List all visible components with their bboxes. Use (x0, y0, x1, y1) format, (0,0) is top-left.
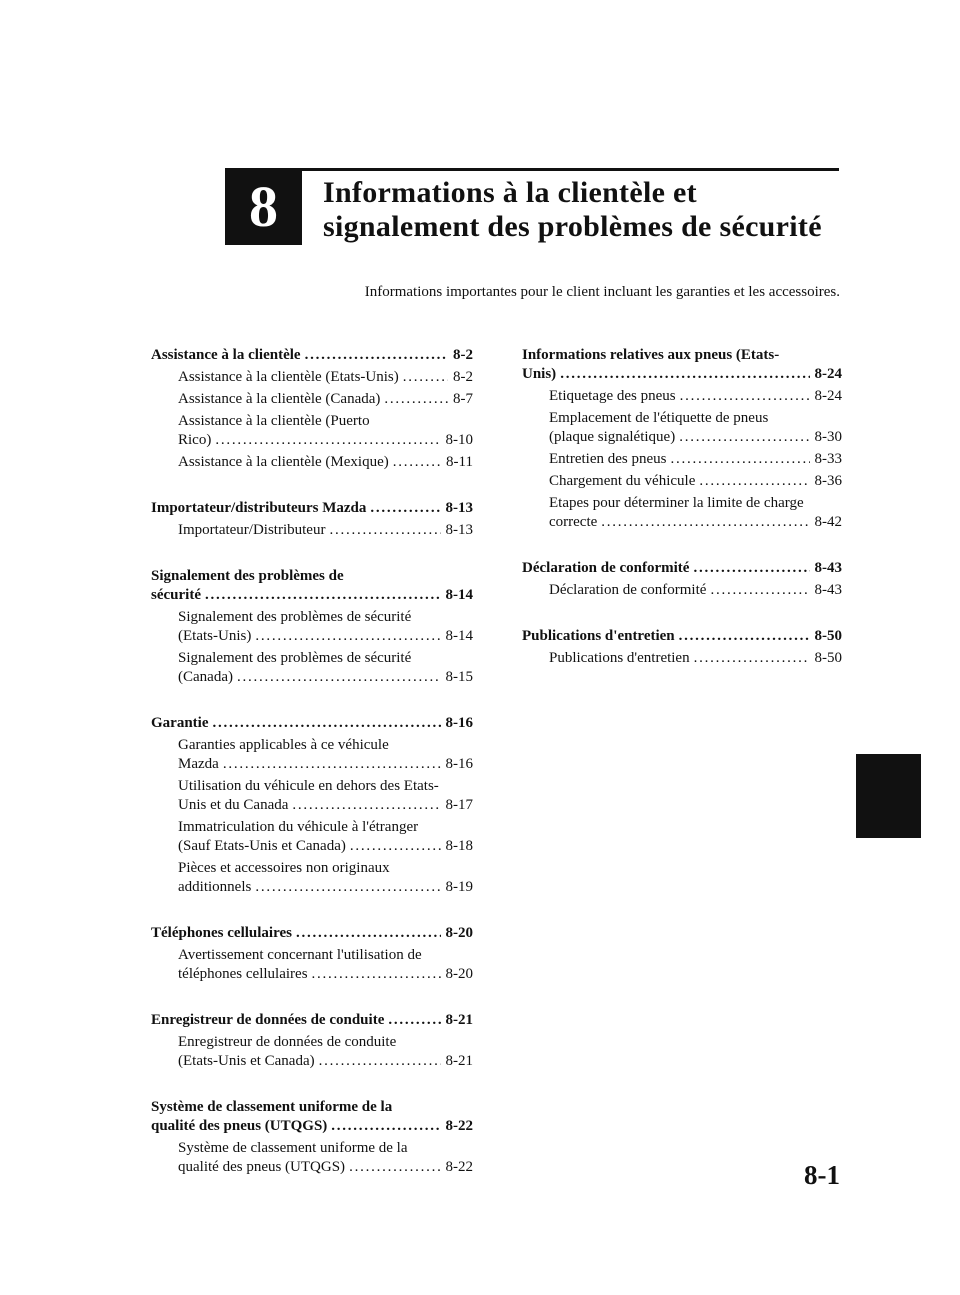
toc-item-page: 8-33 (814, 451, 842, 467)
toc-item-title: (Etats-Unis) (178, 628, 252, 644)
toc-item[interactable] (151, 649, 473, 687)
toc-item-page: 8-13 (445, 522, 473, 538)
toc-item-title-line: Garanties applicables à ce véhicule (178, 737, 389, 753)
dot-leader (680, 387, 810, 406)
toc-section-title: Déclaration de conformité (522, 560, 690, 576)
toc-item[interactable] (522, 494, 842, 532)
toc-section-entry[interactable] (151, 499, 473, 518)
toc-section-page: 8-2 (453, 347, 473, 363)
toc-item-page: 8-21 (445, 1053, 473, 1069)
dot-leader (329, 521, 440, 540)
toc-item-page: 8-22 (445, 1159, 473, 1175)
toc-section (151, 714, 473, 897)
toc-item-title-line: Système de classement uniforme de la (178, 1140, 408, 1156)
dot-leader (403, 368, 448, 387)
toc-item-page: 8-18 (445, 838, 473, 854)
toc-item-line (549, 649, 842, 668)
dot-leader (393, 453, 441, 472)
toc-section-title: Importateur/distributeurs Mazda (151, 500, 367, 516)
chapter-title-line-2: signalement des problèmes de sécurité (323, 210, 822, 243)
toc-item-title: Assistance à la clientèle (Etats-Unis) (178, 369, 399, 385)
toc-section-entry[interactable] (522, 627, 842, 646)
toc-item[interactable] (151, 368, 473, 387)
toc-section-page: 8-14 (445, 587, 473, 603)
toc-section-page: 8-24 (814, 366, 842, 382)
dot-leader (370, 499, 440, 518)
toc-item-title: additionnels (178, 879, 252, 895)
toc-item-page: 8-19 (445, 879, 473, 895)
toc-section-line (522, 559, 842, 578)
toc-section (522, 346, 842, 532)
toc-item[interactable] (151, 859, 473, 897)
toc-section-title: sécurité (151, 587, 201, 603)
toc-item[interactable] (151, 453, 473, 472)
toc-item-title: Importateur/Distributeur (178, 522, 326, 538)
toc-section-entry[interactable] (151, 1011, 473, 1030)
dot-leader (305, 346, 448, 365)
toc-section-line (151, 586, 473, 605)
dot-leader (699, 472, 809, 491)
chapter-title-line-1: Informations à la clientèle et (323, 176, 697, 209)
toc-item-title: Assistance à la clientèle (Canada) (178, 391, 381, 407)
toc-section-title: Publications d'entretien (522, 628, 675, 644)
toc-item-line (178, 390, 473, 409)
toc-section (522, 559, 842, 600)
toc-item[interactable] (522, 649, 842, 668)
toc-section-title-line: Informations relatives aux pneus (Etats- (522, 347, 780, 363)
toc-section-entry[interactable] (151, 346, 473, 365)
chapter-tab-marker (856, 754, 921, 838)
toc-section-line (151, 1117, 473, 1136)
toc-item-title: (Canada) (178, 669, 233, 685)
toc-item[interactable] (522, 472, 842, 491)
toc-item-title: Etiquetage des pneus (549, 388, 676, 404)
toc-item[interactable] (522, 581, 842, 600)
toc-section (151, 1098, 473, 1177)
toc-item-page: 8-17 (445, 797, 473, 813)
toc-item-title: Rico) (178, 432, 212, 448)
chapter-number-box (225, 168, 302, 245)
toc-item-page: 8-43 (814, 582, 842, 598)
dot-leader (560, 365, 809, 384)
toc-item-line (178, 878, 473, 897)
toc-item-title: Entretien des pneus (549, 451, 667, 467)
toc-section-title: Unis) (522, 366, 557, 382)
toc-section-line (151, 714, 473, 733)
toc-item[interactable] (151, 1139, 473, 1177)
toc-item-line (549, 513, 842, 532)
page-number: 8-1 (804, 1160, 840, 1190)
toc-item[interactable] (151, 818, 473, 856)
toc-item-line (178, 796, 473, 815)
toc-section-line (151, 1011, 473, 1030)
toc-item-page: 8-2 (453, 369, 473, 385)
toc-item-title-line: Avertissement concernant l'utilisation de (178, 947, 422, 963)
toc-section-line (151, 499, 473, 518)
toc-section-title: qualité des pneus (UTQGS) (151, 1118, 328, 1134)
toc-item-line (178, 965, 473, 984)
dot-leader (237, 668, 441, 687)
toc-section (151, 924, 473, 984)
toc-section-page: 8-20 (445, 925, 473, 941)
dot-leader (679, 428, 809, 447)
dot-leader (292, 796, 440, 815)
dot-leader (384, 390, 448, 409)
toc-item[interactable] (151, 1033, 473, 1071)
dot-leader (296, 924, 441, 943)
toc-item-title: Assistance à la clientèle (Mexique) (178, 454, 389, 470)
dot-leader (223, 755, 441, 774)
toc-section-title: Garantie (151, 715, 209, 731)
dot-leader (349, 1158, 440, 1177)
toc-right-column (522, 346, 842, 695)
dot-leader (312, 965, 441, 984)
dot-leader (255, 627, 440, 646)
toc-section-entry[interactable] (151, 714, 473, 733)
toc-item-line (178, 1158, 473, 1177)
toc-item-line (549, 387, 842, 406)
chapter-subtitle: Informations importantes pour le client incluant les garanties et les accessoires. (364, 284, 840, 300)
toc-section-title-line: Signalement des problèmes de (151, 568, 344, 584)
toc-item-page: 8-24 (814, 388, 842, 404)
toc-item-title-line: Pièces et accessoires non originaux (178, 860, 390, 876)
toc-section-page: 8-13 (445, 500, 473, 516)
toc-item-title: Unis et du Canada (178, 797, 289, 813)
toc-item-page: 8-7 (453, 391, 473, 407)
toc-item-page: 8-10 (445, 432, 473, 448)
toc-item-line (549, 472, 842, 491)
toc-item-title-line: Immatriculation du véhicule à l'étranger (178, 819, 419, 835)
toc-section-line (522, 365, 842, 384)
toc-item-line (178, 1052, 473, 1071)
toc-item-page: 8-42 (814, 514, 842, 530)
toc-item-title: correcte (549, 514, 598, 530)
toc-item-title-line: Etapes pour déterminer la limite de charge (549, 495, 804, 511)
toc-item-line (178, 668, 473, 687)
toc-item-title-line: Emplacement de l'étiquette de pneus (549, 410, 769, 426)
toc-section (151, 567, 473, 687)
toc-item[interactable] (151, 777, 473, 815)
dot-leader (670, 450, 809, 469)
toc-item-title: (Etats-Unis et Canada) (178, 1053, 315, 1069)
toc-section-page: 8-43 (814, 560, 842, 576)
dot-leader (710, 581, 809, 600)
dot-leader (205, 586, 441, 605)
toc-item[interactable] (522, 409, 842, 447)
dot-leader (388, 1011, 440, 1030)
toc-item-line (178, 431, 473, 450)
toc-item[interactable] (151, 412, 473, 450)
toc-section-page: 8-21 (445, 1012, 473, 1028)
toc-item-page: 8-30 (814, 429, 842, 445)
toc-section-entry[interactable] (522, 346, 842, 384)
toc-item[interactable] (151, 521, 473, 540)
toc-item-line (178, 453, 473, 472)
toc-item-line (549, 450, 842, 469)
toc-item-title: qualité des pneus (UTQGS) (178, 1159, 346, 1175)
toc-section-title-line: Système de classement uniforme de la (151, 1099, 393, 1115)
dot-leader (679, 627, 810, 646)
toc-section-entry[interactable] (151, 567, 473, 605)
toc-section-entry[interactable] (151, 1098, 473, 1136)
toc-left-column (151, 346, 473, 1204)
toc-item-page: 8-11 (446, 454, 473, 470)
dot-leader (213, 714, 441, 733)
toc-item[interactable] (522, 387, 842, 406)
dot-leader (601, 513, 809, 532)
toc-item-line (178, 627, 473, 646)
dot-leader (215, 431, 440, 450)
toc-section-title: Assistance à la clientèle (151, 347, 301, 363)
toc-item[interactable] (522, 450, 842, 469)
toc-section-entry[interactable] (522, 559, 842, 578)
dot-leader (694, 649, 810, 668)
dot-leader (350, 837, 441, 856)
header-rule (302, 168, 839, 171)
toc-section-page: 8-22 (445, 1118, 473, 1134)
toc-item-title: téléphones cellulaires (178, 966, 308, 982)
toc-section-line (151, 924, 473, 943)
toc-item-title: (plaque signalétique) (549, 429, 676, 445)
toc-section-title: Enregistreur de données de conduite (151, 1012, 385, 1028)
toc-item-title-line: Signalement des problèmes de sécurité (178, 609, 412, 625)
toc-item-title: Mazda (178, 756, 219, 772)
toc-item-line (178, 837, 473, 856)
chapter-title (323, 176, 853, 244)
toc-section (151, 499, 473, 540)
toc-section-line (151, 346, 473, 365)
toc-item-page: 8-20 (445, 966, 473, 982)
toc-section (151, 1011, 473, 1071)
toc-item-title: Publications d'entretien (549, 650, 690, 666)
toc-section (151, 346, 473, 472)
toc-item-page: 8-15 (445, 669, 473, 685)
toc-item[interactable] (151, 390, 473, 409)
toc-item-title-line: Utilisation du véhicule en dehors des Etats- (178, 778, 439, 794)
toc-item-title-line: Signalement des problèmes de sécurité (178, 650, 412, 666)
toc-item[interactable] (151, 946, 473, 984)
toc-item-page: 8-50 (814, 650, 842, 666)
toc-item-title: Déclaration de conformité (549, 582, 707, 598)
dot-leader (255, 878, 440, 897)
toc-item-title: (Sauf Etats-Unis et Canada) (178, 838, 346, 854)
toc-item-title-line: Assistance à la clientèle (Puerto (178, 413, 370, 429)
toc-section-entry[interactable] (151, 924, 473, 943)
toc-item[interactable] (151, 608, 473, 646)
toc-item-title-line: Enregistreur de données de conduite (178, 1034, 397, 1050)
toc-section (522, 627, 842, 668)
toc-item-line (178, 755, 473, 774)
toc-item-line (178, 521, 473, 540)
toc-section-line (522, 627, 842, 646)
dot-leader (319, 1052, 441, 1071)
toc-item-line (178, 368, 473, 387)
toc-item-page: 8-14 (445, 628, 473, 644)
toc-item-line (549, 428, 842, 447)
toc-item-title: Chargement du véhicule (549, 473, 696, 489)
toc-section-page: 8-50 (814, 628, 842, 644)
toc-item-page: 8-16 (445, 756, 473, 772)
toc-section-page: 8-16 (445, 715, 473, 731)
dot-leader (693, 559, 809, 578)
toc-item-page: 8-36 (814, 473, 842, 489)
toc-item[interactable] (151, 736, 473, 774)
dot-leader (331, 1117, 440, 1136)
toc-item-line (549, 581, 842, 600)
toc-section-title: Téléphones cellulaires (151, 925, 292, 941)
chapter-number: 8 (249, 174, 278, 239)
